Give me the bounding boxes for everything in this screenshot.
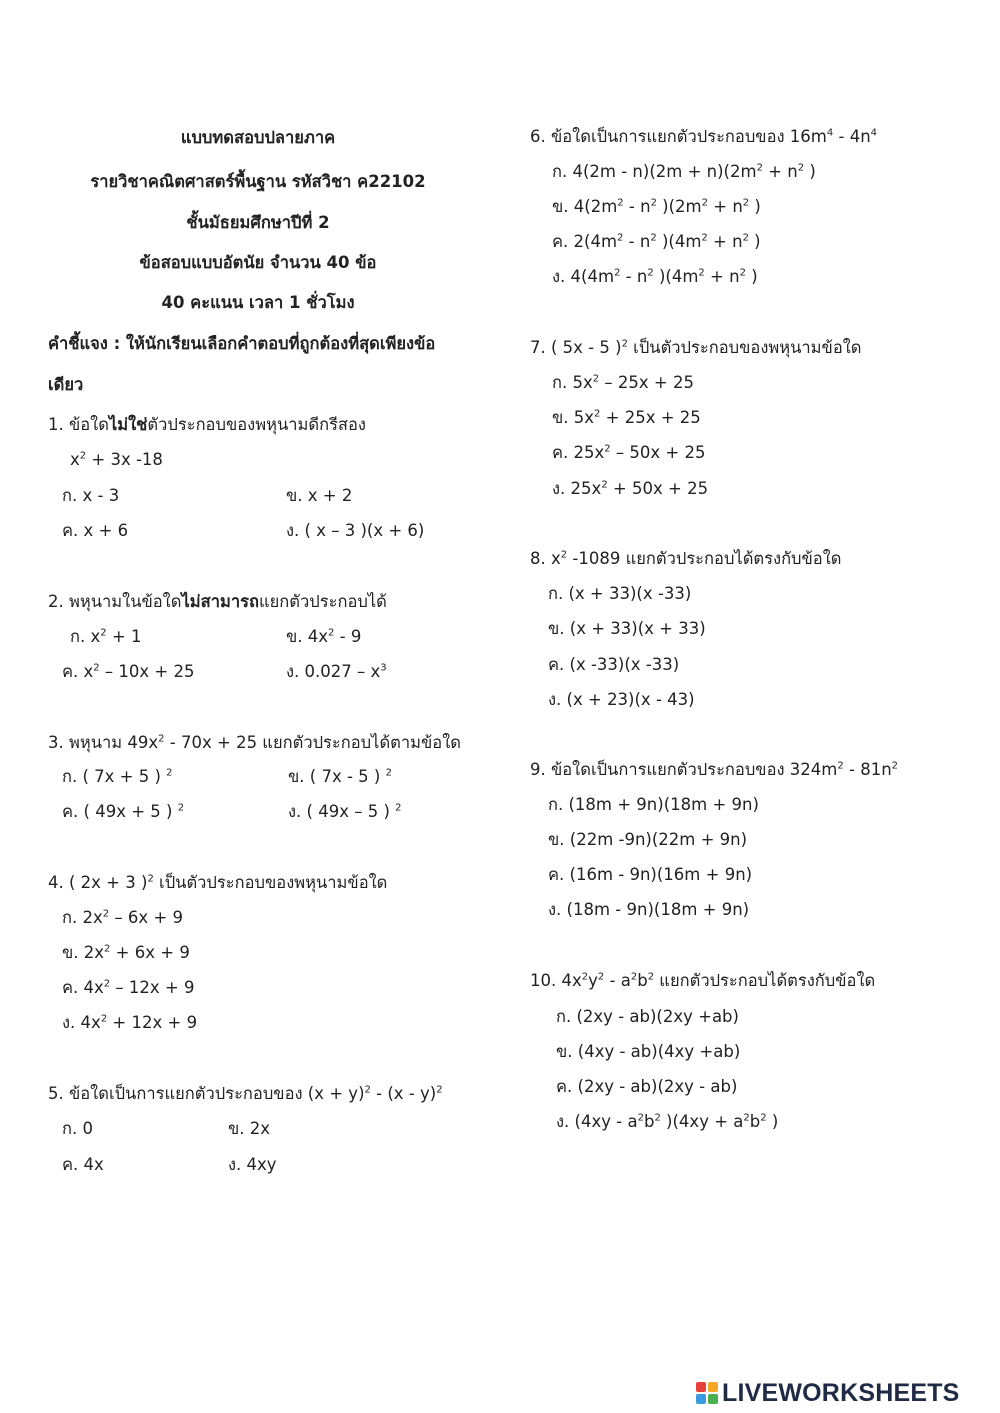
q9-choice-d: ง. (18m - 9n)(18m + 9n)	[548, 900, 750, 919]
question-9: 9. ข้อใดเป็นการแยกตัวประกอบของ $324m^2 - 81n^2$	[530, 760, 899, 779]
q9-choice-b: ข. (22m -9n)(22m + 9n)	[548, 830, 748, 849]
q5-choice-c: ค. 4x	[62, 1155, 104, 1174]
q6-choice-b: ข. $4(2m^2 - n^2$ )($2m^2 + n^2$ )	[552, 197, 761, 216]
q9-choice-c: ค. (16m - 9n)(16m + 9n)	[548, 865, 753, 884]
question-10: 10. $4x^2y^2 - a^2b^2$ แยกตัวประกอบได้ตรงกับข้อใด	[530, 971, 876, 990]
question-2: 2. พหุนามในข้อใดไม่สามารถแยกตัวประกอบได้	[48, 592, 387, 611]
q4-choice-b: ข. $2x^2 + 6x + 9$	[62, 943, 190, 962]
q10-choice-b: ข. (4xy - ab)(4xy +ab)	[556, 1042, 741, 1061]
q4-choice-d: ง. $4x^2 + 12x + 9$	[62, 1013, 198, 1032]
q9-choice-a: ก. (18m + 9n)(18m + 9n)	[548, 795, 759, 814]
question-6: 6. ข้อใดเป็นการแยกตัวประกอบของ $16m^4 - 4n^4$	[530, 127, 878, 146]
q10-choice-d: ง. ($4xy - a^2b^2$ )($4xy + a^2b^2$ )	[556, 1112, 779, 1131]
exam-title: แบบทดสอบปลายภาค	[180, 128, 336, 147]
q4-choice-c: ค. $4x^2 - 12x + 9$	[62, 978, 195, 997]
liveworksheets-logo-icon	[696, 1382, 718, 1404]
q10-choice-c: ค. (2xy - ab)(2xy - ab)	[556, 1077, 738, 1096]
q7-choice-c: ค. $25x^2 - 50x + 25$	[552, 443, 706, 462]
q8-choice-a: ก. (x + 33)(x -33)	[548, 584, 692, 603]
q10-choice-a: ก. (2xy - ab)(2xy +ab)	[556, 1007, 739, 1026]
question-1: 1. ข้อใดไม่ใช่ตัวประกอบของพหุนามดีกรีสอง	[48, 415, 366, 434]
q1-choice-b: ข. x + 2	[286, 486, 353, 505]
question-4: 4. ( 2x + 3 )$^2$ เป็นตัวประกอบของพหุนามข้อใด	[48, 873, 388, 892]
q1-choice-a: ก. x - 3	[62, 486, 120, 505]
question-1-expression: $x^2 + 3x$ -18	[70, 450, 163, 469]
q3-choice-c: ค. ( 49x + 5 ) $^2$	[62, 802, 185, 821]
grade-line: ชั้นมัธยมศึกษาปีที่ 2	[186, 213, 330, 232]
q3-choice-d: ง. ( 49x – 5 ) $^2$	[288, 802, 402, 821]
q5-choice-d: ง. 4xy	[228, 1155, 277, 1174]
exam-type-line: ข้อสอบแบบอัตนัย จำนวน 40 ข้อ	[139, 253, 377, 272]
q1-choice-c: ค. x + 6	[62, 521, 129, 540]
q5-choice-b: ข. 2x	[228, 1119, 271, 1138]
q6-choice-a: ก. $4(2m - n)(2m + n)(2m^2 + n^2$ )	[552, 162, 816, 181]
liveworksheets-logo[interactable]	[696, 1378, 960, 1408]
q4-choice-a: ก. $2x^2 - 6x + 9$	[62, 908, 183, 927]
instruction-line-2: เดียว	[48, 375, 84, 394]
q8-choice-c: ค. (x -33)(x -33)	[548, 655, 680, 674]
q1-choice-d: ง. ( x – 3 )(x + 6)	[286, 521, 425, 540]
q8-choice-b: ข. (x + 33)(x + 33)	[548, 619, 706, 638]
question-5: 5. ข้อใดเป็นการแยกตัวประกอบของ $(x + y)^2 - (x - y)^2$	[48, 1084, 443, 1103]
score-time-line: 40 คะแนน เวลา 1 ชั่วโมง	[161, 293, 355, 312]
q6-choice-c: ค. $2(4m^2 - n^2$ )($4m^2 + n^2$ )	[552, 232, 761, 251]
q7-choice-b: ข. $5x^2 + 25x + 25$	[552, 408, 701, 427]
subject-line: รายวิชาคณิตศาสตร์พื้นฐาน รหัสวิชา ค22102	[90, 172, 426, 191]
q2-choice-a: ก. $x^2 + 1$	[70, 627, 142, 646]
question-7: 7. ( 5x - 5 )$^2$ เป็นตัวประกอบของพหุนามข้อใด	[530, 338, 862, 357]
question-3: 3. พหุนาม $49x^2 - 70x + 25$ แยกตัวประกอบได้ตามข้อใด	[48, 733, 461, 752]
q5-choice-a: ก. 0	[62, 1119, 93, 1138]
q2-choice-c: ค. $x^2 - 10x + 25$	[62, 662, 195, 681]
q2-choice-b: ข. $4x^2 - 9$	[286, 627, 362, 646]
q7-choice-a: ก. $5x^2 - 25x + 25$	[552, 373, 694, 392]
q8-choice-d: ง. (x + 23)(x - 43)	[548, 690, 695, 709]
instruction-line-1: คำชี้แจง : ให้นักเรียนเลือกคำตอบที่ถูกต้องที่สุดเพียงข้อ	[48, 334, 436, 353]
q6-choice-d: ง. $4(4m^2 - n^2$ )($4m^2 + n^2$ )	[552, 267, 758, 286]
q3-choice-b: ข. ( 7x - 5 ) $^2$	[288, 767, 392, 786]
question-8: 8. $x^2$ -1089 แยกตัวประกอบได้ตรงกับข้อใด	[530, 549, 842, 568]
q2-choice-d: ง. $0.027 - x^3$	[286, 662, 387, 681]
liveworksheets-brand-text: LIVEWORKSHEETS	[722, 1378, 960, 1407]
q3-choice-a: ก. ( 7x + 5 ) $^2$	[62, 767, 173, 786]
q7-choice-d: ง. $25x^2 + 50x + 25$	[552, 479, 709, 498]
